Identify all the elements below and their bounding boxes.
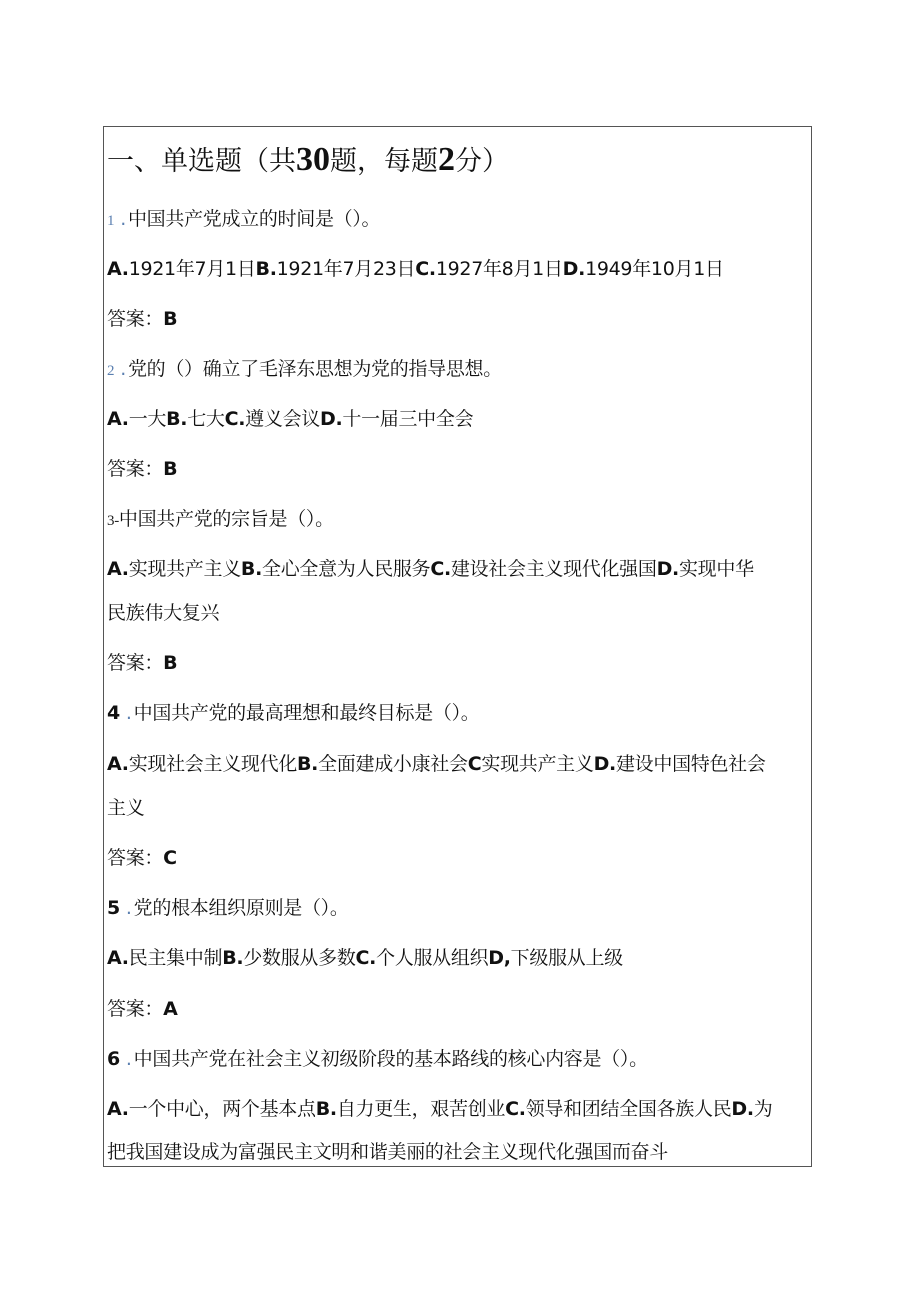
question-4-options-line-1: A.实现社会主义现代化B.全面建成小康社会C实现共产主义D.建设中国特色社会: [107, 753, 766, 775]
question-4-answer: 答案：C: [107, 847, 177, 869]
question-1: 1 . 中国共产党成立的时间是（）。: [107, 208, 381, 230]
question-frame: [103, 126, 812, 1167]
question-2-answer: 答案：B: [107, 458, 178, 480]
question-3-options-line-2: 民族伟大复兴: [107, 602, 220, 624]
question-6: 6 . 中国共产党在社会主义初级阶段的基本路线的核心内容是（）。: [107, 1048, 648, 1070]
question-2-options: A.一大B.七大C.遵义会议D.十一届三中全会: [107, 408, 474, 430]
question-1-answer: 答案：B: [107, 308, 178, 330]
question-4: 4 . 中国共产党的最高理想和最终目标是（）。: [107, 702, 480, 724]
question-5: 5 . 党的根本组织原则是（）。: [107, 897, 349, 919]
question-5-answer: 答案：A: [107, 998, 178, 1020]
question-5-options: A.民主集中制B.少数服从多数C.个人服从组织D,下级服从上级: [107, 947, 623, 969]
question-6-options-line-2: 把我国建设成为富强民主文明和谐美丽的社会主义现代化强国而奋斗: [107, 1141, 669, 1163]
question-1-options: A.1921年7月1日B.1921年7月23日C.1927年8月1日D.1949年10月1日: [107, 258, 724, 280]
question-2: 2 . 党的（）确立了毛泽东思想为党的指导思想。: [107, 358, 502, 380]
question-3-options-line-1: A.实现共产主义B.全心全意为人民服务C.建设社会主义现代化强国D.实现中华: [107, 558, 754, 580]
section-title: 一、单选题（共30题，每题2分）: [107, 141, 509, 178]
question-3: 3-中国共产党的宗旨是（）。: [107, 508, 334, 530]
question-3-answer: 答案：B: [107, 652, 178, 674]
question-6-options-line-1: A.一个中心，两个基本点B.自力更生，艰苦创业C.领导和团结全国各族人民D.为: [107, 1098, 773, 1120]
question-4-options-line-2: 主义: [107, 797, 145, 819]
